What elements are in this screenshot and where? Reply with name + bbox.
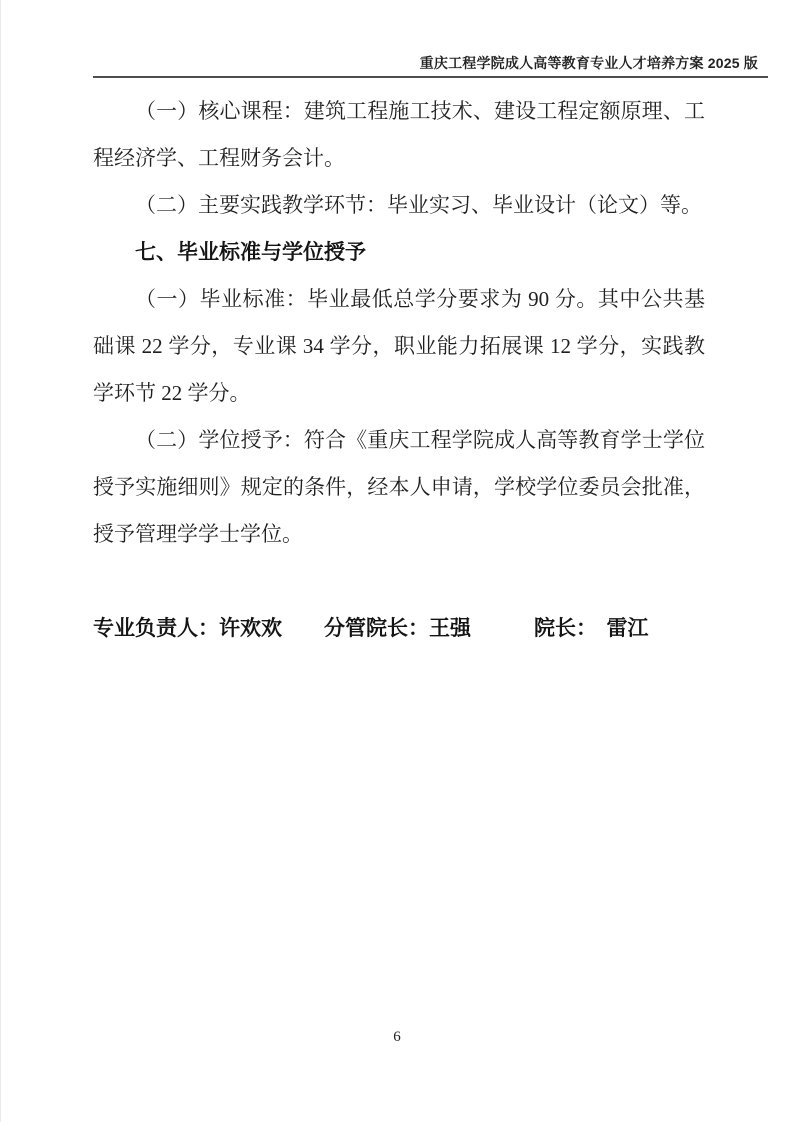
signature-deputy-dean-name: 王强 — [429, 616, 471, 640]
signature-dean-label: 院长： — [534, 616, 597, 640]
signature-dean-name: 雷江 — [606, 616, 649, 640]
page-header — [93, 55, 768, 78]
signature-professional-leader-name: 许欢欢 — [219, 616, 282, 640]
page-left-edge — [0, 0, 1, 1122]
signature-deputy-dean — [324, 616, 471, 640]
section-heading-graduation-degree: 七、毕业标准与学位授予 — [135, 241, 366, 264]
header-title: 重庆工程学院成人高等教育专业人才培养方案 2025 版 — [419, 55, 758, 71]
signature-dean — [534, 616, 648, 640]
paragraph-degree-award: （二）学位授予：符合《重庆工程学院成人高等教育学士学位授予实施细则》规定的条件，经本人申请，学校学位委员会批准，授予管理学学士学位。 — [93, 428, 705, 546]
signature-line — [93, 605, 705, 652]
signature-professional-leader-label: 专业负责人： — [93, 616, 219, 640]
signature-deputy-dean-label: 分管院长： — [324, 616, 429, 640]
paragraph-practice-teaching: （二）主要实践教学环节：毕业实习、毕业设计（论文）等。 — [135, 193, 702, 217]
page-number: 6 — [393, 1029, 401, 1045]
paragraph-graduation-standard: （一）毕业标准：毕业最低总学分要求为 90 分。其中公共基础课 22 学分，专业课 34 学分，职业能力拓展课 12 学分，实践教学环节 22 学分。 — [93, 287, 705, 405]
page-footer — [0, 1027, 794, 1047]
signature-professional-leader — [93, 616, 282, 640]
paragraph-core-courses: （一）核心课程：建筑工程施工技术、建设工程定额原理、工程经济学、工程财务会计。 — [93, 99, 705, 170]
document-body — [93, 88, 705, 652]
